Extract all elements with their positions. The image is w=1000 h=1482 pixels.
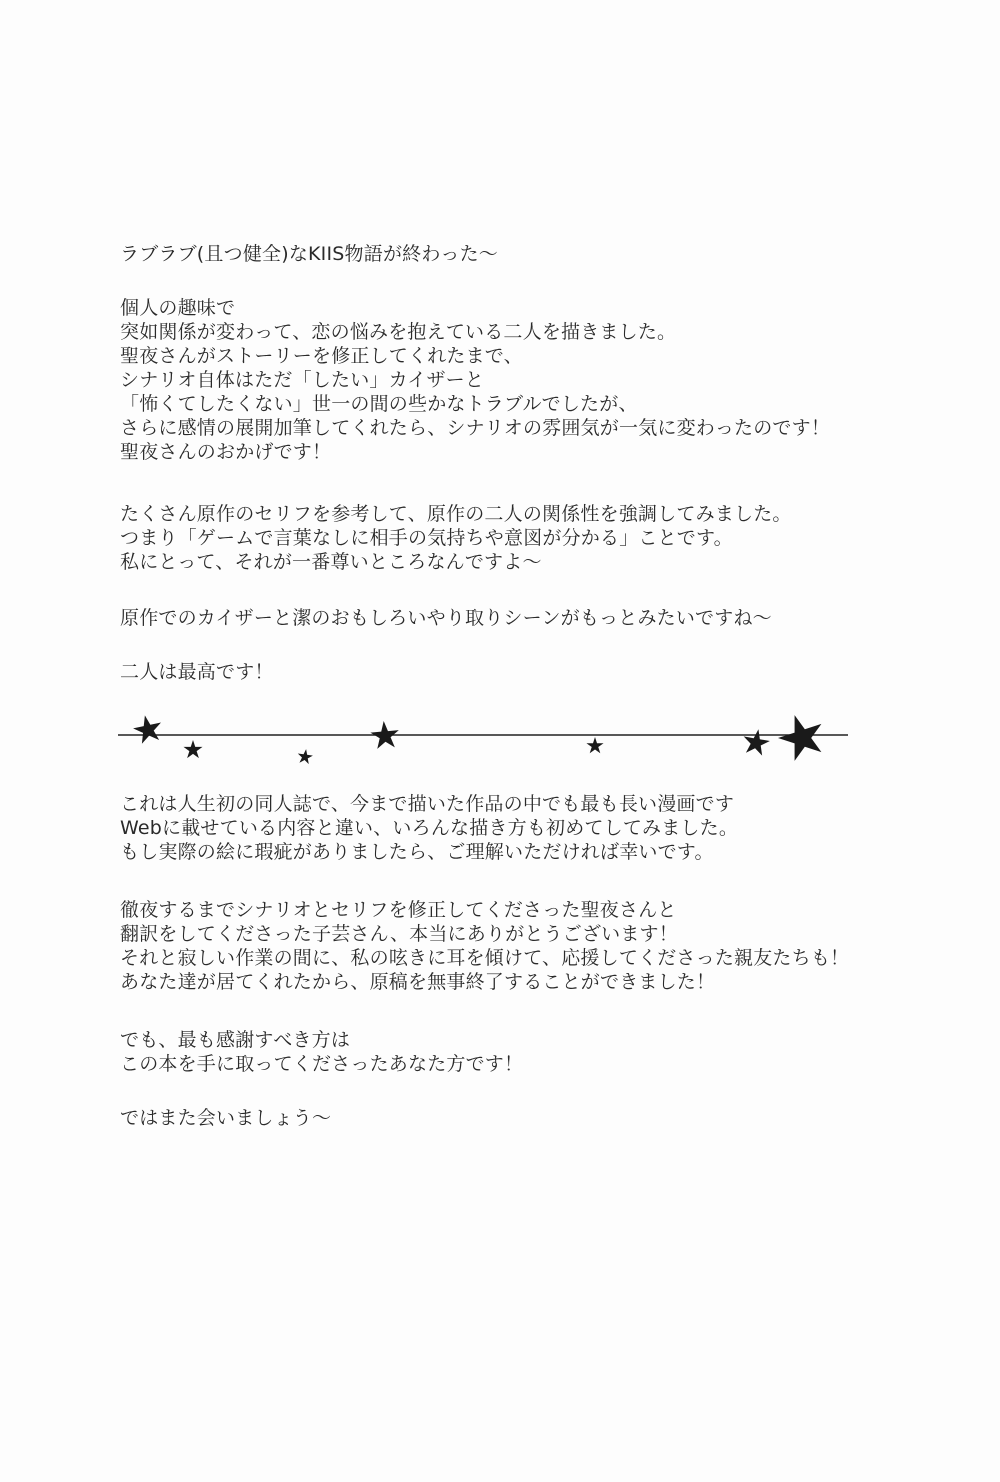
paragraph-line: あなた達が居てくれたから、原稿を無事終了することができました！ [120,971,716,993]
paragraph-line: 原作でのカイザーと潔のおもしろいやり取りシーンがもっとみたいですね～ [120,607,772,629]
closing-block [120,1106,940,1130]
paragraph-line: 徹夜するまでシナリオとセリフを修正してくださった聖夜さんと [120,899,677,921]
paragraph-2 [120,502,940,574]
paragraph-line: Webに載せている内容と違い、いろんな描き方も初めてしてみました。 [120,817,739,839]
paragraph-line: 二人は最高です！ [120,661,274,683]
paragraph-3 [120,606,940,630]
afterword-heading: ラブラブ(且つ健全)なKIIS物語が終わった～ [120,243,498,265]
star-divider-icon [118,708,852,772]
closing-line: ではまた会いましょう～ [120,1107,332,1129]
heading-block [120,242,940,266]
paragraph-line: でも、最も感謝すべき方は [120,1029,351,1051]
paragraph-6 [120,898,940,994]
paragraph-line: 私にとって、それが一番尊いところなんですよ～ [120,551,542,573]
paragraph-line: 翻訳をしてくださった子芸さん、本当にありがとうございます！ [120,923,678,945]
paragraph-line: もし実際の絵に瑕疵がありましたら、ご理解いただければ幸いです。 [120,841,714,863]
paragraph-line: それと寂しい作業の間に、私の呟きに耳を傾けて、応援してくださった親友たちも！ [120,947,850,969]
paragraph-line: この本を手に取ってくださったあなた方です！ [120,1053,524,1075]
paragraph-4 [120,660,940,684]
paragraph-line: つまり「ゲームで言葉なしに相手の気持ちや意図が分かる」ことです。 [120,527,733,549]
paragraph-7 [120,1028,940,1076]
paragraph-line: 「怖くてしたくない」世一の間の些かなトラブルでしたが、 [120,393,638,415]
paragraph-line: 突如関係が変わって、恋の悩みを抱えている二人を描きました。 [120,321,677,343]
paragraph-1 [120,296,940,464]
paragraph-line: これは人生初の同人誌で、今まで描いた作品の中でも最も長い漫画です [120,793,735,815]
paragraph-line: 聖夜さんがストーリーを修正してくれたまで、 [120,345,523,367]
paragraph-line: たくさん原作のセリフを参考して、原作の二人の関係性を強調してみました。 [120,503,792,525]
paragraph-line: さらに感情の展開加筆してくれたら、シナリオの雰囲気が一気に変わったのです！ [120,417,831,439]
paragraph-5 [120,792,940,864]
paragraph-line: シナリオ自体はただ「したい」カイザーと [120,369,485,391]
paragraph-line: 個人の趣味で [120,297,236,319]
paragraph-line: 聖夜さんのおかげです！ [120,441,332,463]
